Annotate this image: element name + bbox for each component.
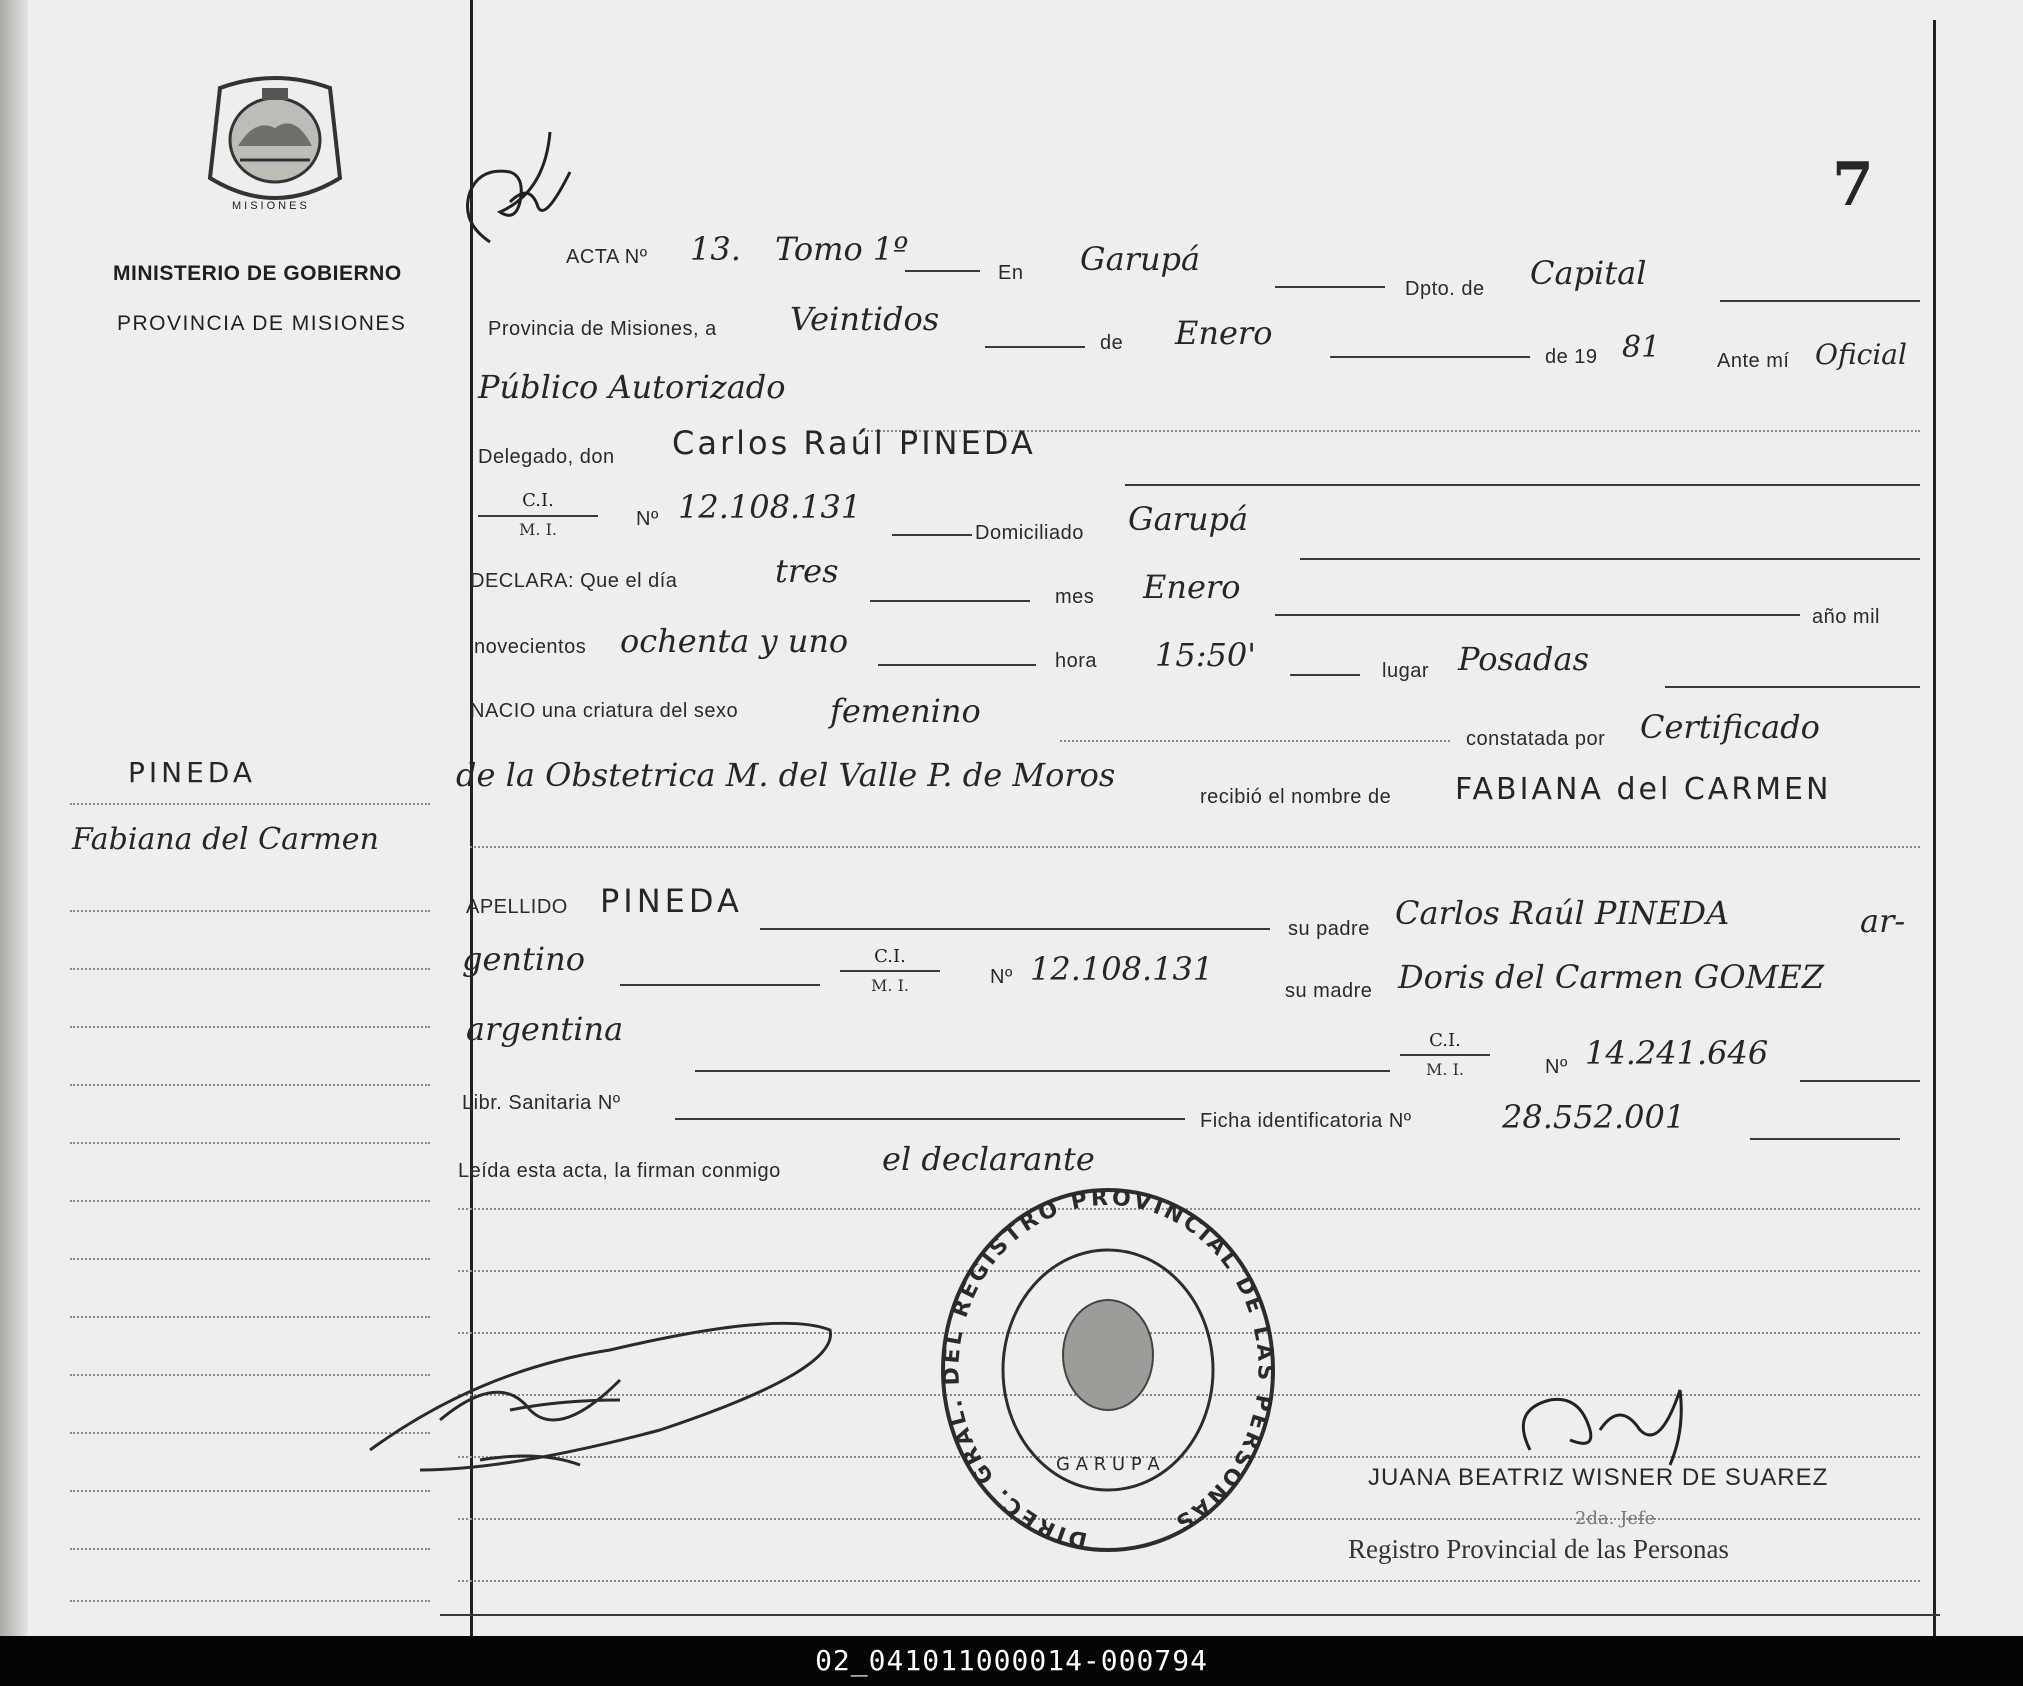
- dpto-value: Capital: [1530, 254, 1647, 292]
- anio-mil-label: año mil: [1812, 606, 1880, 628]
- right-border: [1933, 20, 1936, 1636]
- acta-label: ACTA Nº: [566, 246, 648, 268]
- leida-label: Leída esta acta, la firman conmigo: [458, 1160, 781, 1182]
- fill-line: [1275, 614, 1800, 616]
- fill-line: [1300, 558, 1920, 560]
- fill-line: [675, 1118, 1185, 1120]
- mes-label: mes: [1055, 586, 1095, 608]
- recibio-label: recibió el nombre de: [1200, 786, 1392, 808]
- fill-line: [1290, 674, 1360, 676]
- madre-label: su madre: [1285, 980, 1373, 1002]
- fraction-line: [1400, 1054, 1490, 1056]
- province-title: PROVINCIA DE MISIONES: [117, 312, 407, 335]
- page-number: 7: [1832, 150, 1874, 220]
- hora-label: hora: [1055, 650, 1098, 672]
- padre-ci-top: C.I.: [874, 946, 906, 967]
- fill-line: [458, 1580, 1920, 1582]
- fill-line: [1060, 740, 1450, 742]
- domicilio-value: Garupá: [1128, 500, 1249, 538]
- anio-value: ochenta y uno: [620, 622, 849, 660]
- madre-value: Doris del Carmen GOMEZ: [1398, 958, 1824, 996]
- madre-ci-top: C.I.: [1429, 1030, 1461, 1051]
- seal-label: MISIONES: [232, 200, 310, 212]
- ante-value-continued: Público Autorizado: [478, 368, 786, 406]
- madre-mi-bottom: M. I.: [1426, 1060, 1464, 1079]
- province-seal-icon: [200, 68, 350, 220]
- margin-dotted-line: [70, 1200, 430, 1202]
- margin-dotted-line: [70, 1084, 430, 1086]
- stamp-inner-text: G A R U P A: [1056, 1454, 1160, 1475]
- month-value: Enero: [1175, 314, 1273, 352]
- padre-nac-a: ar-: [1860, 902, 1906, 940]
- fill-line: [905, 270, 980, 272]
- novecientos-label: novecientos: [474, 636, 587, 658]
- margin-dotted-line: [70, 1548, 430, 1550]
- margin-dotted-line: [70, 803, 430, 805]
- constatada-label: constatada por: [1466, 728, 1606, 750]
- declarante-doc-number: 12.108.131: [678, 488, 862, 526]
- fill-line: [620, 984, 820, 986]
- ministry-title: MINISTERIO DE GOBIERNO: [113, 262, 402, 285]
- fill-line: [1275, 286, 1385, 288]
- en-value: Garupá: [1080, 240, 1201, 278]
- ante-value: Oficial: [1815, 338, 1907, 371]
- mes-nac-value: Enero: [1143, 568, 1241, 606]
- leida-value: el declarante: [882, 1140, 1095, 1178]
- declarant-signature: [360, 1290, 860, 1490]
- madre-nac: argentina: [466, 1010, 624, 1048]
- official-signature: [1510, 1370, 1710, 1470]
- de19-label: de 19: [1545, 346, 1598, 368]
- ficha-value: 28.552.001: [1502, 1098, 1686, 1136]
- madre-nro-label: Nº: [1545, 1056, 1568, 1078]
- acta-number: 13.: [690, 230, 741, 268]
- official-office: Registro Provincial de las Personas: [1348, 1534, 1729, 1564]
- declara-label: DECLARA: Que el día: [470, 570, 678, 592]
- fill-line: [1665, 686, 1920, 688]
- constatada-value-continued: de la Obstetrica M. del Valle P. de Moros: [456, 756, 1116, 794]
- dpto-label: Dpto. de: [1405, 278, 1485, 300]
- margin-dotted-line: [70, 1490, 430, 1492]
- hora-value: 15:50': [1155, 636, 1257, 674]
- delegado-label: Delegado, don: [478, 446, 615, 468]
- nombre-value: FABIANA del CARMEN: [1455, 772, 1832, 807]
- constatada-value: Certificado: [1640, 708, 1820, 746]
- fill-line: [1720, 300, 1920, 302]
- fill-line: [870, 600, 1030, 602]
- provincia-day: Veintidos: [790, 300, 940, 338]
- ci-top: C.I.: [522, 490, 554, 511]
- nacio-label: NACIO una criatura del sexo: [470, 700, 739, 722]
- registry-stamp: [936, 1180, 1281, 1555]
- en-label: En: [998, 262, 1024, 284]
- padre-value: Carlos Raúl PINEDA: [1395, 894, 1730, 932]
- fill-line: [892, 534, 972, 536]
- padre-mi-bottom: M. I.: [871, 976, 909, 995]
- ante-label: Ante mí: [1717, 350, 1790, 372]
- margin-dotted-line: [70, 1026, 430, 1028]
- tomo-value: Tomo 1º: [775, 230, 909, 268]
- padre-nac-b: gentino: [462, 940, 585, 978]
- bottom-rule: [440, 1614, 1940, 1616]
- fill-line: [985, 346, 1085, 348]
- ficha-label: Ficha identificatoria Nº: [1200, 1110, 1412, 1132]
- initials-signature: [450, 112, 600, 262]
- fill-line: [760, 928, 1270, 930]
- margin-dotted-line: [70, 968, 430, 970]
- margin-given-names: Fabiana del Carmen: [72, 822, 379, 857]
- domicilio-label: Domiciliado: [975, 522, 1084, 544]
- madre-doc-number: 14.241.646: [1585, 1034, 1769, 1072]
- fill-line: [1330, 356, 1530, 358]
- provincia-label: Provincia de Misiones, a: [488, 318, 717, 340]
- fill-line: [1125, 484, 1920, 486]
- margin-dotted-line: [70, 1600, 430, 1602]
- dia-value: tres: [775, 552, 839, 590]
- nro-label: Nº: [636, 508, 659, 530]
- page-gutter: [0, 0, 28, 1636]
- fill-line: [695, 1070, 1390, 1072]
- margin-dotted-line: [70, 1142, 430, 1144]
- padre-doc-number: 12.108.131: [1030, 950, 1214, 988]
- fraction-line: [840, 970, 940, 972]
- official-role: 2da. Jefe: [1575, 1508, 1656, 1529]
- lugar-label: lugar: [1382, 660, 1429, 682]
- fill-line: [878, 664, 1036, 666]
- official-name: JUANA BEATRIZ WISNER DE SUAREZ: [1368, 1464, 1829, 1491]
- mi-bottom: M. I.: [519, 520, 557, 539]
- fill-line: [1750, 1138, 1900, 1140]
- apellido-value: PINEDA: [600, 882, 743, 920]
- margin-dotted-line: [70, 910, 430, 912]
- fill-line: [1800, 1080, 1920, 1082]
- padre-label: su padre: [1288, 918, 1370, 940]
- scan-caption: 02_041011000014-000794: [0, 1636, 2023, 1686]
- fill-line: [470, 846, 1920, 848]
- libreta-label: Libr. Sanitaria Nº: [462, 1092, 621, 1114]
- sexo-value: femenino: [830, 692, 981, 730]
- margin-surname: PINEDA: [128, 756, 257, 789]
- padre-nro-label: Nº: [990, 966, 1013, 988]
- delegado-name: Carlos Raúl PINEDA: [672, 424, 1036, 462]
- fraction-line: [478, 515, 598, 517]
- margin-dotted-line: [70, 1258, 430, 1260]
- lugar-value: Posadas: [1458, 640, 1589, 678]
- apellido-label: APELLIDO: [466, 896, 568, 918]
- stamp-outer-text: DIREC. GRAL. DEL REGISTRO PROVINCIAL DE LAS PERSONAS: [939, 1185, 1278, 1553]
- year-value: 81: [1622, 330, 1661, 365]
- de-label: de: [1100, 332, 1124, 354]
